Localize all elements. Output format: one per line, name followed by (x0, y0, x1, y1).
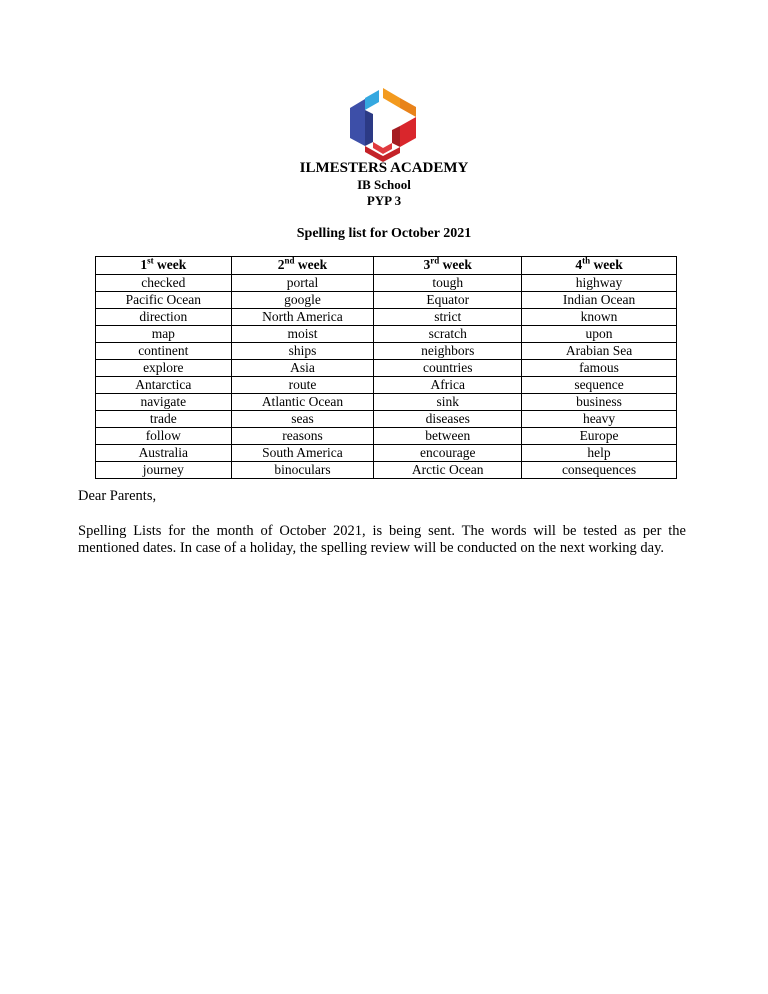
column-header-week-2: 2nd week (231, 257, 374, 275)
table-cell: reasons (231, 427, 374, 444)
column-header-week-3: 3rd week (374, 257, 522, 275)
table-cell: follow (96, 427, 232, 444)
table-cell: upon (522, 325, 677, 342)
table-cell: Equator (374, 291, 522, 308)
table-cell: binoculars (231, 461, 374, 478)
table-row (96, 308, 677, 325)
table-cell: strict (374, 308, 522, 325)
table-cell: portal (231, 274, 374, 291)
table-cell: between (374, 427, 522, 444)
school-name: ILMESTERS ACADEMY (299, 160, 469, 176)
table-cell: Atlantic Ocean (231, 393, 374, 410)
table-cell: neighbors (374, 342, 522, 359)
table-row (96, 274, 677, 291)
table-cell: Antarctica (96, 376, 232, 393)
table-cell: known (522, 308, 677, 325)
table-cell: trade (96, 410, 232, 427)
table-row (96, 291, 677, 308)
table-row (96, 342, 677, 359)
table-cell: famous (522, 359, 677, 376)
table-cell: Africa (374, 376, 522, 393)
table-row (96, 359, 677, 376)
table-cell: Asia (231, 359, 374, 376)
table-cell: continent (96, 342, 232, 359)
table-row (96, 410, 677, 427)
letter-salutation: Dear Parents, (78, 488, 157, 504)
table-cell: google (231, 291, 374, 308)
table-row (96, 427, 677, 444)
table-row (96, 444, 677, 461)
spelling-list-title: Spelling list for October 2021 (296, 226, 472, 241)
table-cell: scratch (374, 325, 522, 342)
table-row (96, 393, 677, 410)
table-row (96, 461, 677, 478)
table-cell: business (522, 393, 677, 410)
table-cell: heavy (522, 410, 677, 427)
table-row (96, 376, 677, 393)
table-cell: sink (374, 393, 522, 410)
table-cell: map (96, 325, 232, 342)
table-cell: countries (374, 359, 522, 376)
table-cell: ships (231, 342, 374, 359)
table-cell: Indian Ocean (522, 291, 677, 308)
table-cell: sequence (522, 376, 677, 393)
table-header-row (96, 257, 677, 275)
table-row (96, 325, 677, 342)
table-cell: navigate (96, 393, 232, 410)
table-cell: North America (231, 308, 374, 325)
table-cell: consequences (522, 461, 677, 478)
cube-logo-icon (346, 86, 420, 162)
column-header-week-4: 4th week (522, 257, 677, 275)
column-header-week-1: 1st week (96, 257, 232, 275)
table-cell: Arabian Sea (522, 342, 677, 359)
table-cell: Pacific Ocean (96, 291, 232, 308)
table-cell: Arctic Ocean (374, 461, 522, 478)
school-type: IB School (357, 177, 411, 192)
grade-label: PYP 3 (366, 193, 402, 208)
spelling-table (95, 256, 677, 479)
table-cell: journey (96, 461, 232, 478)
table-cell: South America (231, 444, 374, 461)
table-cell: diseases (374, 410, 522, 427)
table-cell: route (231, 376, 374, 393)
table-cell: tough (374, 274, 522, 291)
table-cell: direction (96, 308, 232, 325)
letter-body: Spelling Lists for the month of October 2021, is being sent. The words will be tested as per the mentioned dates. In case of a holiday, the spelling review will be conducted on the next working day. (78, 523, 686, 556)
table-cell: Australia (96, 444, 232, 461)
table-cell: explore (96, 359, 232, 376)
table-cell: seas (231, 410, 374, 427)
table-cell: Europe (522, 427, 677, 444)
table-cell: help (522, 444, 677, 461)
table-cell: moist (231, 325, 374, 342)
table-cell: checked (96, 274, 232, 291)
table-cell: highway (522, 274, 677, 291)
table-cell: encourage (374, 444, 522, 461)
